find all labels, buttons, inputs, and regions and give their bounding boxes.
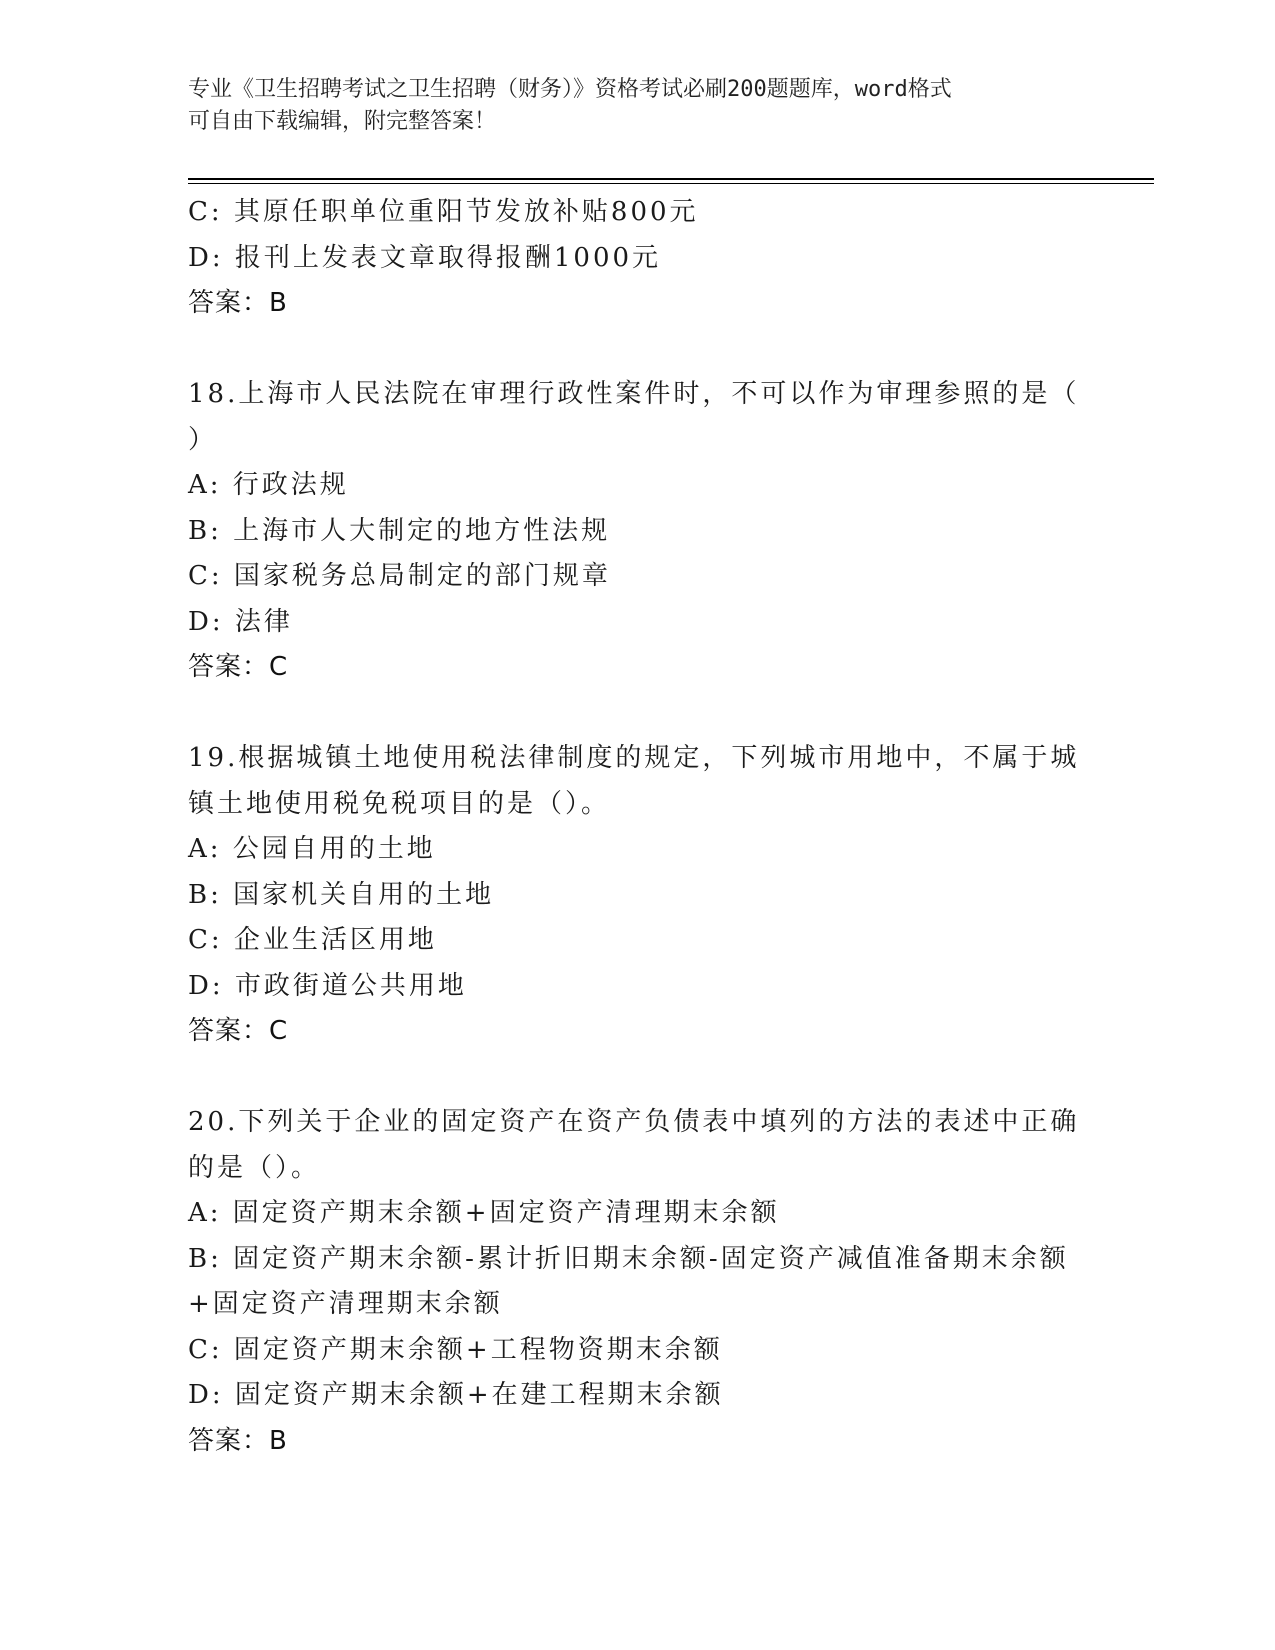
answer-line: 答案：B: [188, 288, 288, 318]
question-stem-line-2: 镇土地使用税免税项目的是（）。: [188, 788, 611, 819]
question-stem-line-1: 20.下列关于企业的固定资产在资产负债表中填列的方法的表述中正确: [188, 1107, 1080, 1137]
option-d: D: 法律: [188, 606, 293, 637]
option-b-continuation: +固定资产清理期末余额: [188, 1289, 503, 1319]
option-a: A: 固定资产期末余额+固定资产清理期末余额: [188, 1198, 780, 1228]
question-17-continuation: [188, 190, 1088, 327]
spacer: [188, 1055, 1088, 1101]
option-d: D: 固定资产期末余额+在建工程期末余额: [188, 1380, 724, 1410]
option-b: B: 固定资产期末余额-累计折旧期末余额-固定资产减值准备期末余额: [188, 1243, 1069, 1274]
option-b: B: 国家机关自用的土地: [188, 879, 495, 910]
header-title-line-1: 专业《卫生招聘考试之卫生招聘（财务）》资格考试必刷200题题库，word格式: [188, 77, 952, 102]
question-stem-line-1: 18.上海市人民法院在审理行政性案件时，不可以作为审理参照的是（: [188, 379, 1080, 409]
question-19: [188, 736, 1088, 1055]
option-c: C: 其原任职单位重阳节发放补贴800元: [188, 197, 699, 227]
option-d: D: 市政街道公共用地: [188, 970, 467, 1001]
question-18: [188, 372, 1088, 691]
question-stem-line-2: ）: [188, 424, 218, 455]
question-stem-line-1: 19.根据城镇土地使用税法律制度的规定，下列城市用地中，不属于城: [188, 743, 1080, 773]
option-a: A: 行政法规: [188, 470, 349, 500]
option-c: C: 国家税务总局制定的部门规章: [188, 561, 611, 591]
answer-line: 答案：C: [188, 652, 289, 682]
question-20: [188, 1100, 1088, 1464]
spacer: [188, 327, 1088, 373]
question-stem-line-2: 的是（）。: [188, 1152, 321, 1183]
option-c: C: 固定资产期末余额+工程物资期末余额: [188, 1334, 723, 1365]
header-divider-thin: [188, 183, 1154, 184]
answer-line: 答案：C: [188, 1016, 289, 1046]
answer-line: 答案：B: [188, 1425, 288, 1456]
header-title-line-2: 可自由下载编辑，附完整答案！: [188, 109, 497, 134]
option-a: A: 公园自用的土地: [188, 834, 436, 864]
option-b: B: 上海市人大制定的地方性法规: [188, 515, 611, 546]
spacer: [188, 691, 1088, 737]
option-c: C: 企业生活区用地: [188, 925, 437, 955]
document-body: [188, 190, 1088, 1464]
page-header: [188, 74, 1088, 138]
option-d: D: 报刊上发表文章取得报酬1000元: [188, 242, 662, 273]
header-divider-thick: [188, 178, 1154, 180]
